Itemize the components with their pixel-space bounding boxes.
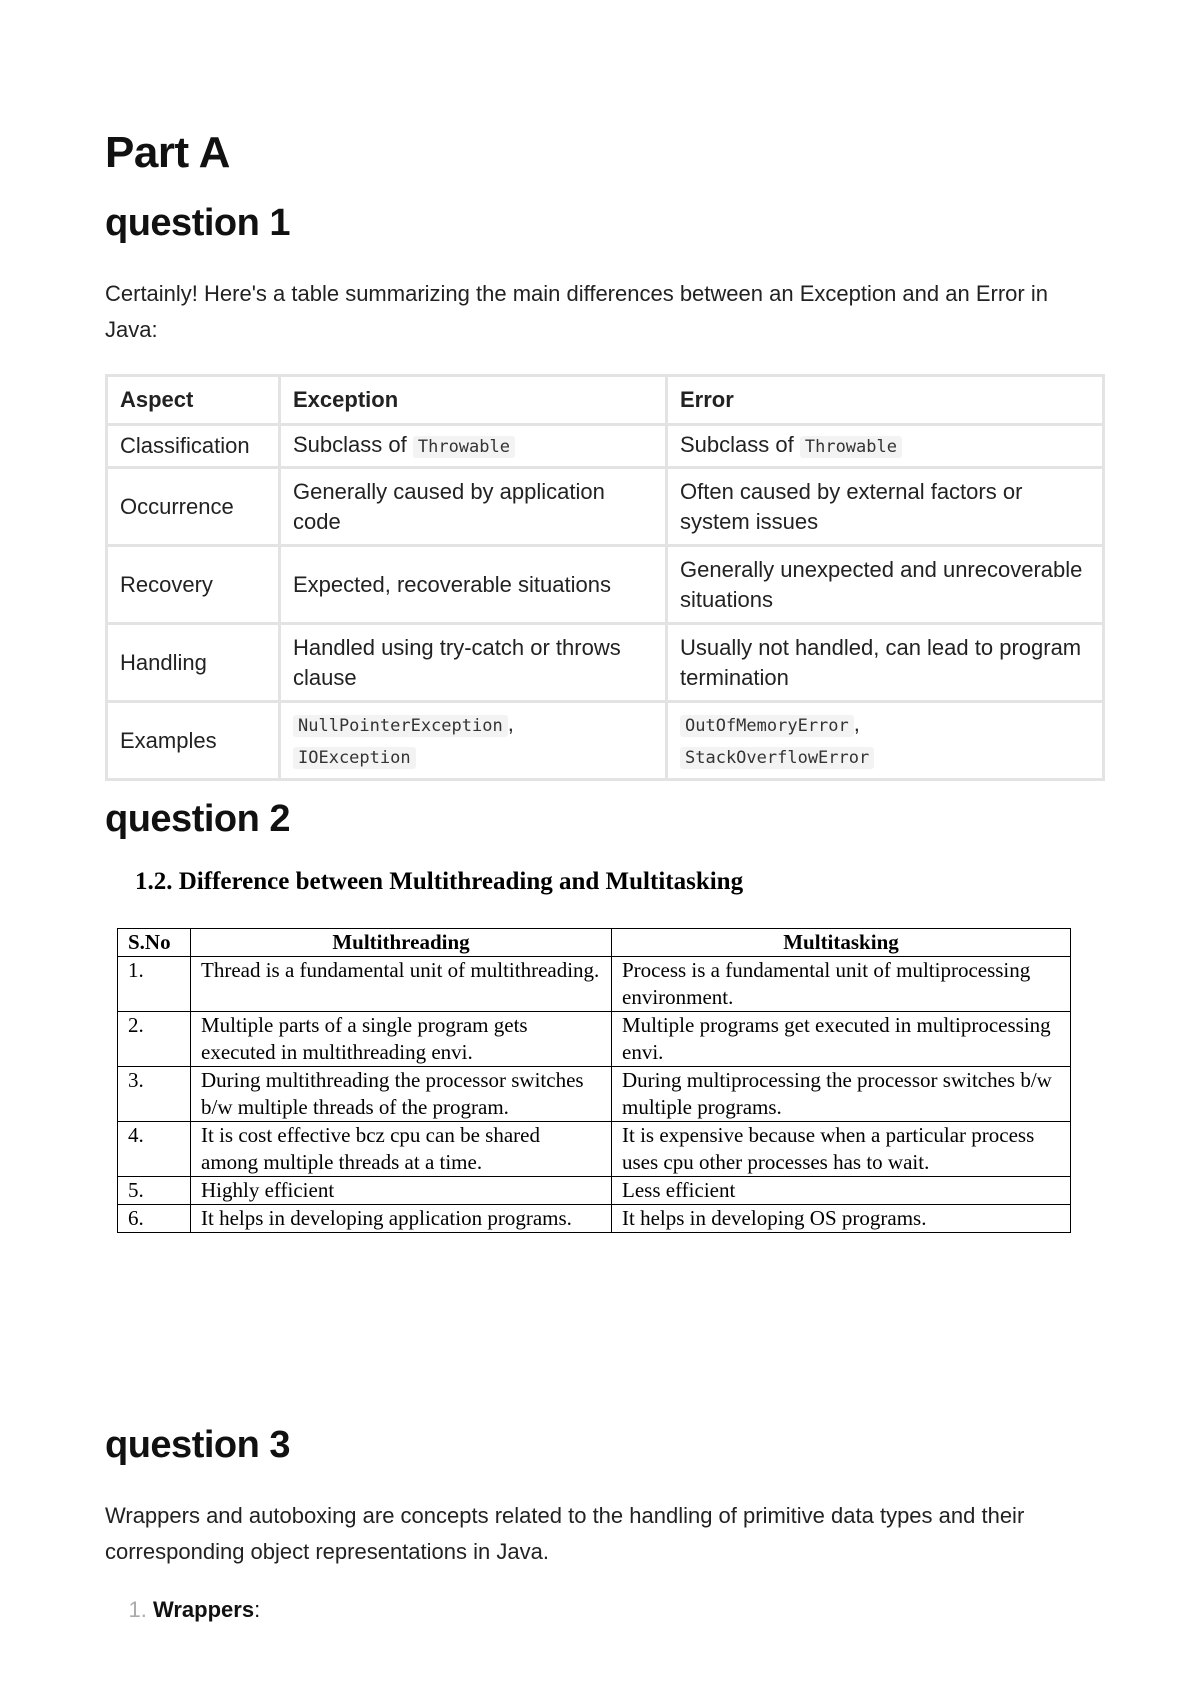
cell-error: OutOfMemoryError , StackOverflowError [667, 702, 1104, 780]
cell-exception: Generally caused by application code [280, 468, 667, 546]
list-item: 1. Wrappers: [153, 1592, 260, 1628]
header-multitasking: Multitasking [612, 929, 1071, 957]
table-row [118, 1205, 1071, 1233]
cell-multithreading: It helps in developing application programs. [191, 1205, 612, 1233]
cell-multithreading: During multithreading the processor switches b/w multiple threads of the program. [191, 1067, 612, 1122]
cell-sno: 1. [118, 957, 191, 1012]
code-snippet: IOException [293, 747, 416, 769]
table-row [107, 425, 1104, 468]
scan-title: 1.2. Difference between Multithreading and Multitasking [135, 868, 744, 895]
table-row [118, 1122, 1071, 1177]
code-snippet: StackOverflowError [680, 747, 874, 769]
cell-multitasking: Process is a fundamental unit of multiprocessing environment. [612, 957, 1071, 1012]
header-aspect: Aspect [107, 376, 280, 425]
cell-aspect: Recovery [107, 546, 280, 624]
cell-multitasking: It helps in developing OS programs. [612, 1205, 1071, 1233]
cell-multitasking: Multiple programs get executed in multiprocessing envi. [612, 1012, 1071, 1067]
code-snippet: Throwable [800, 436, 902, 458]
scanned-image [117, 868, 1077, 1233]
cell-multitasking: Less efficient [612, 1177, 1071, 1205]
cell-sno: 5. [118, 1177, 191, 1205]
cell-sno: 3. [118, 1067, 191, 1122]
question-1-intro: Certainly! Here's a table summarizing the main differences between an Exception and an Error in Java: [105, 281, 1048, 342]
table-row [118, 1012, 1071, 1067]
cell-sno: 4. [118, 1122, 191, 1177]
code-snippet: OutOfMemoryError [680, 715, 854, 737]
table-row [118, 1067, 1071, 1122]
question-2-heading: question 2 [105, 798, 291, 840]
cell-aspect: Classification [107, 425, 280, 468]
cell-multithreading: It is cost effective bcz cpu can be shared among multiple threads at a time. [191, 1122, 612, 1177]
multithreading-vs-multitasking-table [117, 928, 1071, 1233]
cell-aspect: Occurrence [107, 468, 280, 546]
part-title: Part A [105, 128, 230, 177]
cell-exception: NullPointerException , IOException [280, 702, 667, 780]
code-snippet: Throwable [413, 436, 515, 458]
cell-error: Subclass of Throwable [667, 425, 1104, 468]
question-3-heading: question 3 [105, 1424, 291, 1466]
header-multithreading: Multithreading [191, 929, 612, 957]
table-row [118, 1177, 1071, 1205]
question-3-intro: Wrappers and autoboxing are concepts related to the handling of primitive data types and their corresponding object representations in Java. [105, 1503, 1025, 1564]
cell-error: Generally unexpected and unrecoverable situations [667, 546, 1104, 624]
cell-sno: 6. [118, 1205, 191, 1233]
question-1-heading: question 1 [105, 202, 291, 244]
cell-multitasking: It is expensive because when a particular process uses cpu other processes has to wait. [612, 1122, 1071, 1177]
header-error: Error [667, 376, 1104, 425]
header-sno: S.No [118, 929, 191, 957]
cell-exception: Subclass of Throwable [280, 425, 667, 468]
exception-vs-error-table [105, 374, 1105, 781]
cell-exception: Handled using try-catch or throws clause [280, 624, 667, 702]
numbered-list [105, 1592, 260, 1628]
header-exception: Exception [280, 376, 667, 425]
cell-sno: 2. [118, 1012, 191, 1067]
table-row [107, 468, 1104, 546]
cell-multithreading: Highly efficient [191, 1177, 612, 1205]
table-header-row [118, 929, 1071, 957]
cell-multitasking: During multiprocessing the processor switches b/w multiple programs. [612, 1067, 1071, 1122]
cell-aspect: Handling [107, 624, 280, 702]
table-row [107, 702, 1104, 780]
cell-error: Often caused by external factors or system issues [667, 468, 1104, 546]
cell-exception: Expected, recoverable situations [280, 546, 667, 624]
cell-aspect: Examples [107, 702, 280, 780]
table-header-row [107, 376, 1104, 425]
cell-error: Usually not handled, can lead to program termination [667, 624, 1104, 702]
table-row [107, 624, 1104, 702]
cell-multithreading: Multiple parts of a single program gets executed in multithreading envi. [191, 1012, 612, 1067]
cell-multithreading: Thread is a fundamental unit of multithreading. [191, 957, 612, 1012]
code-snippet: NullPointerException [293, 715, 508, 737]
list-item-term: Wrappers [153, 1597, 255, 1622]
table-row [118, 957, 1071, 1012]
table-row [107, 546, 1104, 624]
